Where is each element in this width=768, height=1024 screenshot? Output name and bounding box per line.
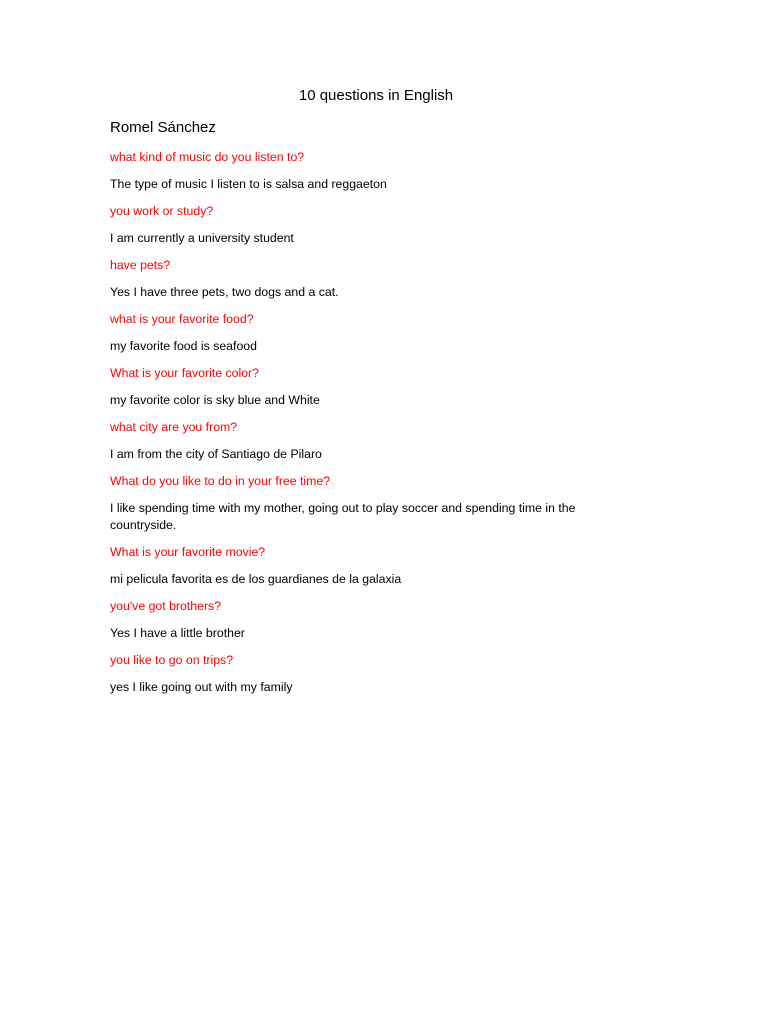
- qa-list: [110, 149, 630, 706]
- document-title: 10 questions in English: [298, 87, 454, 104]
- answer-10: yes I like going out with my family: [110, 680, 293, 694]
- answer-4: my favorite food is seafood: [110, 339, 257, 353]
- answer-8: mi pelicula favorita es de los guardianes de la galaxia: [110, 572, 402, 586]
- question-1: what kind of music do you listen to?: [110, 150, 305, 164]
- answer-5: my favorite color is sky blue and White: [110, 393, 320, 407]
- question-9: you've got brothers?: [110, 599, 222, 613]
- answer-3: Yes I have three pets, two dogs and a cat.: [110, 285, 339, 299]
- question-4: what is your favorite food?: [110, 312, 254, 326]
- answer-9: Yes I have a little brother: [110, 626, 245, 640]
- question-6: what city are you from?: [110, 420, 238, 434]
- question-2: you work or study?: [110, 204, 214, 218]
- answer-2: I am currently a university student: [110, 231, 294, 245]
- author-name: Romel Sánchez: [110, 119, 216, 136]
- question-3: have pets?: [110, 258, 171, 272]
- question-8: What is your favorite movie?: [110, 545, 266, 559]
- question-7: What do you like to do in your free time?: [110, 474, 331, 488]
- question-10: you like to go on trips?: [110, 653, 234, 667]
- answer-7: I like spending time with my mother, going out to play soccer and spending time in the countryside.: [110, 501, 576, 532]
- question-5: What is your favorite color?: [110, 366, 259, 380]
- answer-6: I am from the city of Santiago de Pilaro: [110, 447, 322, 461]
- answer-1: The type of music I listen to is salsa and reggaeton: [110, 177, 387, 191]
